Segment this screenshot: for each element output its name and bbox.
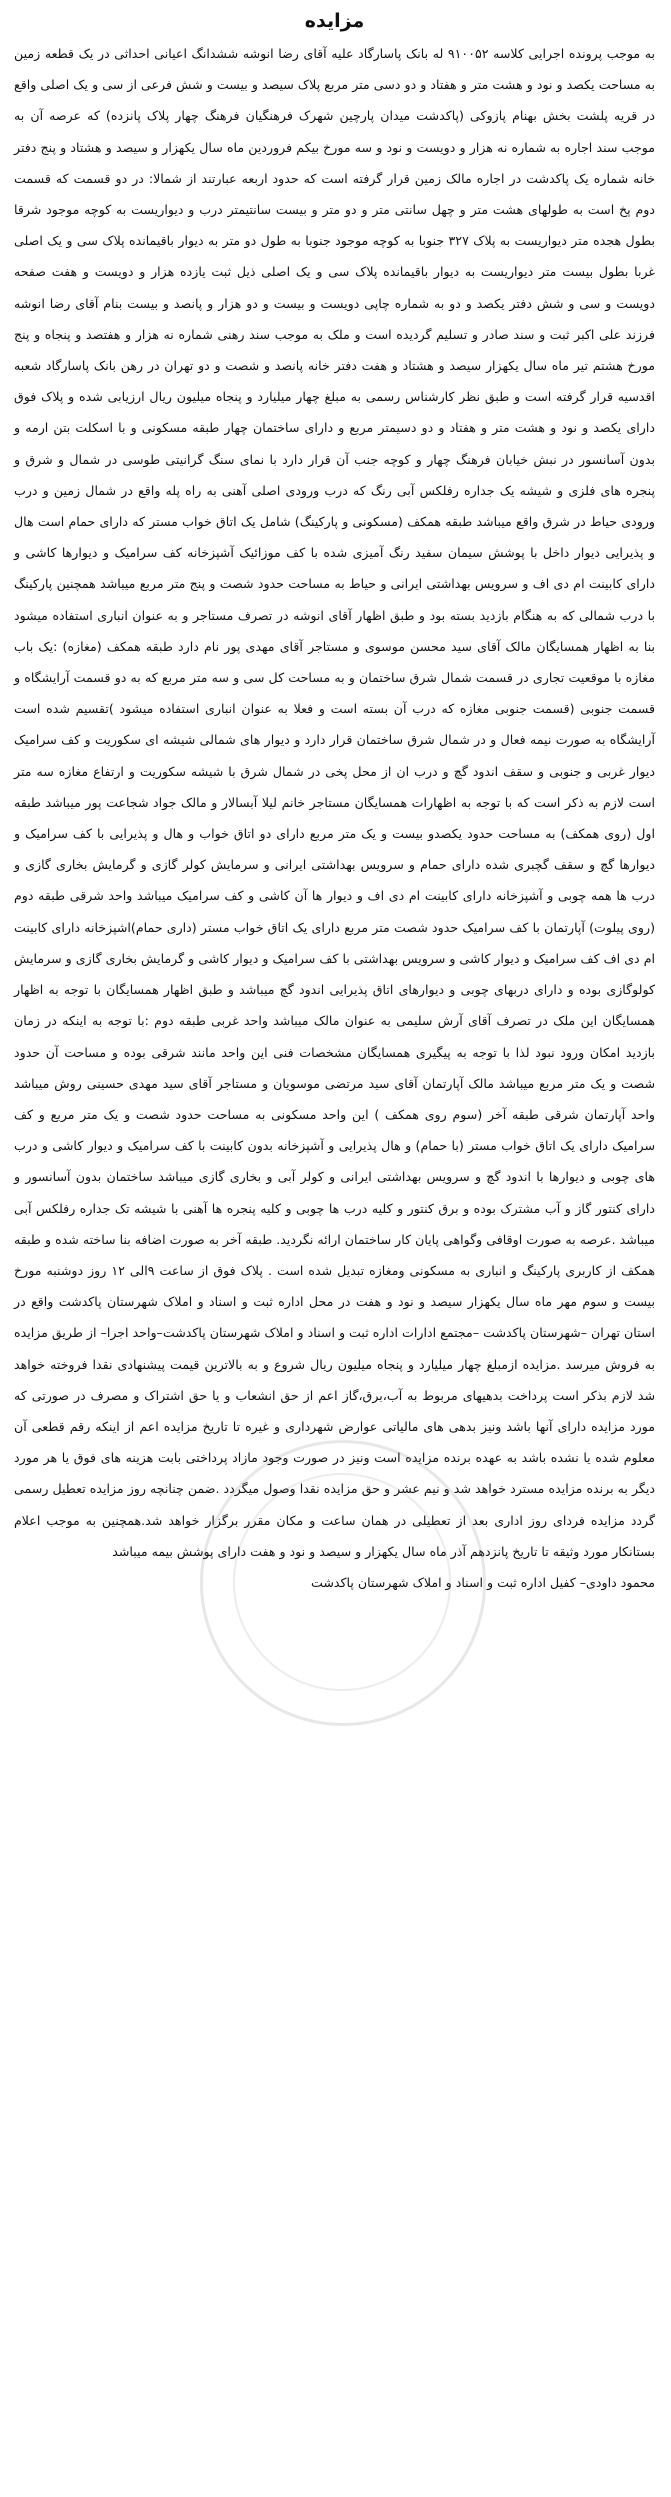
notice-signature: محمود داودی– کفیل اداره ثبت و اسناد و املاک شهرستان پاکدشت	[310, 1574, 655, 1590]
notice-body: به موجب پرونده اجرایی کلاسه ۹۱۰۰۵۲ له بانک پاسارگاد علیه آقای رضا انوشه ششدانگ اعیانی احداثی در یک قطعه زمین به مساحت یکصد و نود و هشت متر و هفتاد و دو دسی متر مربع پلاک سیصد و بیست و شش فرعی از سی و یک اصلی واقع در قریه پلشت بخش بهنام پازوکی (پاکدشت میدان پارچین شهرک فرهنگیان فرهنگ چهار پلاک پانزده) که عرصه آن به موجب سند اجاره به شماره نه هزار و دویست و نود و سه مورخ بیکم فروردین ماه سال یکهزار و سیصد و هشتاد و پنج دفتر خانه شماره یک پاکدشت در اجاره مالک زمین قرار گرفته است که حدود اربعه عبارتند از شمالا: در دو قسمت که قسمت دوم پخ است به طولهای هشت متر و چهل سانتی متر و دو متر و بیست سانتیمتر درب و دیواریست به کوچه موجود شرقا بطول هجده متر دیواریست به پلاک ۳۲۷ جنوبا به کوچه موجود جنوبا به طول دو متر به دیوار باقیمانده پلاک سی و یک اصلی غربا بطول بیست متر دیواریست به دیوار باقیمانده پلاک سی و یک اصلی ذیل ثبت یازده هزار و دویست و هفت صفحه دویست و سی و شش دفتر یکصد و دو به شماره چاپی دویست و بیست و دو هزار و پانصد و بیست بنام آقای رضا انوشه فرزند علی اکبر ثبت و سند صادر و تسلیم گردیده است و ملک به موجب سند رهنی شماره نه هزار و هفتصد و پنجاه و پنج مورخ هشتم تیر ماه سال یکهزار سیصد و هشتاد و هفت دفتر خانه پانصد و شصت و دو تهران در رهن بانک پاسارگاد شعبه اقدسیه قرار گرفته است و طبق نظر کارشناس رسمی به مبلغ چهار میلیارد و پنجاه میلیون ریال ارزیابی شده و پلاک فوق دارای یکصد و نود و هشت متر و هفتاد و دو دسیمتر مربع و دارای ساختمان چهار طبقه مسکونی و با اسکلت بتن ارمه و بدون آسانسور در نبش خیابان فرهنگ چهار و کوچه جنب آن قرار دارد با نمای سنگ گرانیتی طوسی در شمال و شرق و پنجره های فلزی و شیشه یک جداره رفلکس آبی رنگ که درب ورودی اصلی آهنی به راه پله واقع در شمال زمین و درب ورودی حیاط در شرق واقع میباشد طبقه همکف (مسکونی و پارکینگ) شامل یک اتاق خواب مستر که دارای حمام است هال و پذیرایی دیوار داخل با پوشش سیمان سفید رنگ آمیزی شده با کف موزائیک آشپزخانه کف سرامیک و دیوارها کاشی و دارای کابینت ام دی اف و سرویس بهداشتی ایرانی و حیاط به مساحت حدود شصت و پنج متر مربع میباشد همچنین پارکینگ با درب شمالی که به هنگام بازدید بسته بود و طبق اظهار آقای انوشه در تصرف مستاجر و به عنوان انباری استفاده میشود بنا به اظهار همسایگان مالک آقای سید محسن موسوی و مستاجر آقای مهدی پور نام دارد طبقه همکف (مغازه) :یک باب مغازه با موقعیت تجاری در قسمت شمال شرق ساختمان و به مساحت کل سی و سه متر مربع که به دو قسمت آرایشگاه و قسمت جنوبی (قسمت جنوبی مغازه که درب آن بسته است و فعلا به عنوان انباری استفاده میشود )تقسیم شده است آرایشگاه به صورت نیمه فعال و در شمال شرق ساختمان قرار دارد و دیوار های شمالی شیشه ای سکوریت و کف سرامیک دیوار غربی و جنوبی و سقف اندود گچ و درب ان از محل پخی در شمال شرق با شیشه سکوریت و ارتفاع مغازه سه متر است لازم به ذکر است که با توجه به اظهارات همسایگان مستاجر خانم لیلا آبسالار و مالک جواد شجاعت پور میباشد طبقه اول (روی همکف) به مساحت حدود یکصدو بیست و یک متر مربع دارای دو اتاق خواب و هال و پذیرایی با کف سرامیک و دیوارها گچ و سقف گچبری شده دارای حمام و سرویس بهداشتی ایرانی و سرمایش کولر گازی و گرمایش بخاری گازی و درب ها همه چوبی و آشپزخانه دارای کابینت ام دی اف و دیوار ها آن کاشی و کف سرامیک میباشد واحد شرقی طبقه دوم (روی پیلوت) آپارتمان با کف سرامیک حدود شصت متر مربع دارای یک اتاق خواب مستر (داری حمام)اشپزخانه دارای کابینت ام دی اف کف سرامیک و دیوار کاشی و سرویس بهداشتی با کف سرامیک و دیوار کاشی و گرمایش بخاری گازی و سرمایش کولوگازی بوده و دارای دربهای چوبی و دیوارهای اتاق پذیرایی اندود گچ میباشد و طبق اظهار همسایگان با توجه به اظهار همسایگان این ملک در تصرف آقای آرش سلیمی به عنوان مالک میباشد واحد غربی طبقه دوم :با توجه به اینکه در زمان بازدید امکان ورود نبود لذا با توجه به پیگیری همسایگان مشخصات فنی این واحد مانند شرقی بوده و مساحت آن حدود شصت و یک متر مربع میباشد مالک آپارتمان آقای سید مرتضی موسویان و مستاجر آقای سید مهدی حسینی روش میباشد واحد آپارتمان شرقی طبقه آخر (سوم روی همکف ) این واحد مسکونی به مساحت حدود شصت و یک متر مربع و کف سرامیک دارای یک اتاق خواب مستر (با حمام) و هال پذیرایی و آشپزخانه بدون کابینت با کف سرامیک و دیوار کاشی و درب های چوبی و دیوارها با اندود گچ و سرویس بهداشتی ایرانی و کولر آبی و بخاری گازی میباشد ساختمان بدون آسانسور و دارای کنتور گاز و آب مشترک بوده و برق کنتور و کلیه درب ها چوبی و کلیه پنجره ها آهنی با شیشه تک جداره رفلکس آبی میباشد .عرصه به صورت اوقافی وگواهی پایان کار ساختمان ارائه نگردید. طبقه آخر به صورت اضافه بنا ساخته شده و طبقه همکف از کاربری پارکینگ و انباری به مسکونی ومغازه تبدیل شده است . پلاک فوق از ساعت ۹الی ۱۲ روز دوشنبه مورخ بیست و سوم مهر ماه سال یکهزار سیصد و نود و هفت در محل اداره ثبت و اسناد و املاک شهرستان پاکدشت واقع در استان تهران –شهرستان پاکدشت –مجتمع ادارات اداره ثبت و اسناد و املاک شهرستان پاکدشت–واحد اجرا– از طریق مزایده به فروش میرسد .مزایده ازمبلغ چهار میلیارد و پنجاه میلیون ریال شروع و به بالاترین قیمت پیشنهادی نقدا فروخته خواهد شد لازم بذکر است پرداخت بدهیهای مربوط به آب،برق،گاز اعم از حق انشعاب و یا حق اشتراک و مصرف در صورتی که مورد مزایده دارای آنها باشد ونیز بدهی های مالیاتی عوارض شهرداری و غیره تا تاریخ مزایده اعم از اینکه رقم قطعی آن معلوم شده یا نشده باشد به عهده برنده مزایده است ونیز در صورت وجود مازاد پرداختی بابت هزینه های فوق یا هر مورد دیگر به برنده مزایده مسترد خواهد شد و نیم عشر و حق مزایده نقدا وصول میگردد .ضمن چنانچه روز مزایده تعطیل رسمی گردد مزایده فردای روز اداری بعد از تعطیلی در همان ساعت و مکان مقرر برگزار خواهد شد.همچنین به موجب اعلام بستانکار مورد وثیقه تا تاریخ پانزدهم آذر ماه سال یکهزار و سیصد و نود و هفت دارای پوشش بیمه میباشد	[14, 46, 655, 1559]
notice-title: مزایده	[304, 10, 365, 32]
